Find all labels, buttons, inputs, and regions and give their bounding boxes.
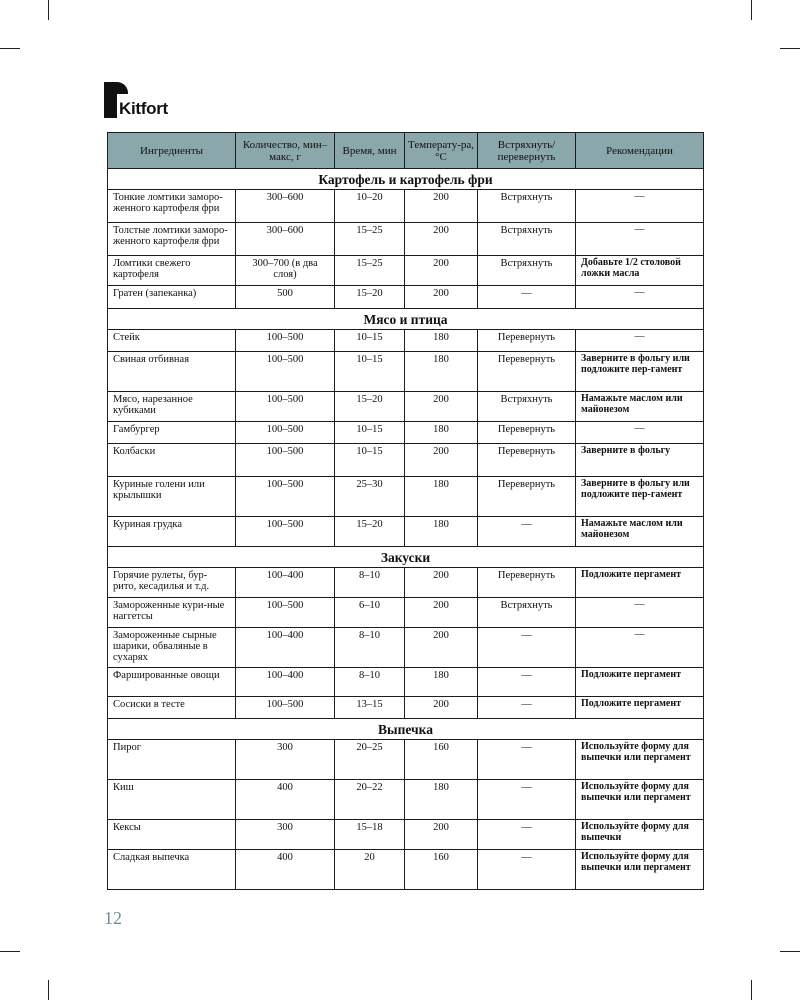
cell-recommendation: —	[576, 628, 704, 668]
cell-recommendation: Подложите пергамент	[576, 697, 704, 719]
cell-action: —	[478, 850, 576, 890]
cell-recommendation: Используйте форму для выпечки	[576, 820, 704, 850]
cell-ingredient: Колбаски	[108, 444, 236, 477]
cell-temperature: 180	[405, 352, 478, 392]
table-row	[108, 286, 704, 309]
cell-amount: 100–400	[236, 568, 335, 598]
cell-recommendation: Используйте форму для выпечки или пергамент	[576, 740, 704, 780]
cell-time: 15–25	[335, 223, 405, 256]
brand-name: Kitfort	[119, 99, 168, 118]
cell-amount: 100–500	[236, 598, 335, 628]
cell-recommendation: Заверните в фольгу или подложите пер-гамент	[576, 352, 704, 392]
cell-ingredient: Замороженные кури-ные наггетсы	[108, 598, 236, 628]
crop-mark	[48, 980, 49, 1000]
cell-recommendation: Намажьте маслом или майонезом	[576, 392, 704, 422]
cell-action: —	[478, 780, 576, 820]
table-row	[108, 256, 704, 286]
section-title: Выпечка	[108, 719, 704, 740]
section-title: Закуски	[108, 547, 704, 568]
cell-action: Встряхнуть	[478, 256, 576, 286]
cell-amount: 100–500	[236, 330, 335, 352]
cell-temperature: 200	[405, 820, 478, 850]
section-header-row	[108, 547, 704, 568]
cell-time: 25–30	[335, 477, 405, 517]
section-header-row	[108, 719, 704, 740]
cell-ingredient: Замороженные сырные шарики, обваляные в сухарях	[108, 628, 236, 668]
cell-action: Перевернуть	[478, 444, 576, 477]
cell-amount: 500	[236, 286, 335, 309]
section-title: Картофель и картофель фри	[108, 169, 704, 190]
cell-temperature: 180	[405, 517, 478, 547]
cell-action: —	[478, 820, 576, 850]
cell-ingredient: Фаршированные овощи	[108, 668, 236, 697]
cell-ingredient: Свиная отбивная	[108, 352, 236, 392]
table-header-row	[108, 133, 704, 169]
table-row	[108, 850, 704, 890]
table-row	[108, 330, 704, 352]
section-header-row	[108, 169, 704, 190]
cell-recommendation: Добавьте 1/2 столовой ложки масла	[576, 256, 704, 286]
cell-amount: 300–600	[236, 223, 335, 256]
cell-time: 15–20	[335, 517, 405, 547]
table-row	[108, 223, 704, 256]
cell-ingredient: Кексы	[108, 820, 236, 850]
cell-time: 10–15	[335, 422, 405, 444]
cell-time: 8–10	[335, 668, 405, 697]
cell-amount: 300	[236, 740, 335, 780]
cell-amount: 100–500	[236, 422, 335, 444]
table-row	[108, 190, 704, 223]
cell-recommendation: —	[576, 330, 704, 352]
cell-temperature: 200	[405, 444, 478, 477]
header-recommendations: Рекомендации	[576, 133, 704, 169]
cell-amount: 100–500	[236, 477, 335, 517]
header-time: Время, мин	[335, 133, 405, 169]
cell-recommendation: —	[576, 422, 704, 444]
cooking-table	[107, 132, 704, 890]
cell-amount: 100–400	[236, 668, 335, 697]
cell-amount: 100–500	[236, 444, 335, 477]
cell-action: Перевернуть	[478, 568, 576, 598]
cell-temperature: 200	[405, 190, 478, 223]
table-row	[108, 740, 704, 780]
cell-time: 15–25	[335, 256, 405, 286]
table-row	[108, 352, 704, 392]
cell-recommendation: Используйте форму для выпечки или пергамент	[576, 780, 704, 820]
cell-time: 10–15	[335, 444, 405, 477]
cell-ingredient: Сосиски в тесте	[108, 697, 236, 719]
cell-amount: 100–500	[236, 392, 335, 422]
cell-amount: 400	[236, 850, 335, 890]
cell-ingredient: Ломтики свежего картофеля	[108, 256, 236, 286]
cell-recommendation: —	[576, 598, 704, 628]
cell-action: Встряхнуть	[478, 392, 576, 422]
crop-mark	[780, 48, 800, 49]
table-row	[108, 392, 704, 422]
cell-time: 8–10	[335, 568, 405, 598]
cell-temperature: 180	[405, 477, 478, 517]
crop-mark	[751, 0, 752, 20]
cell-recommendation: —	[576, 190, 704, 223]
cell-temperature: 180	[405, 422, 478, 444]
cell-time: 13–15	[335, 697, 405, 719]
table-row	[108, 568, 704, 598]
table-row	[108, 422, 704, 444]
cell-temperature: 200	[405, 256, 478, 286]
header-action: Встряхнуть/ перевернуть	[478, 133, 576, 169]
cell-temperature: 200	[405, 628, 478, 668]
cell-action: Перевернуть	[478, 352, 576, 392]
cell-recommendation: Подложите пергамент	[576, 668, 704, 697]
table-row	[108, 820, 704, 850]
header-ingredients: Ингредиенты	[108, 133, 236, 169]
cell-amount: 400	[236, 780, 335, 820]
cell-ingredient: Пирог	[108, 740, 236, 780]
cell-amount: 300–600	[236, 190, 335, 223]
brand-logo	[104, 82, 168, 118]
cell-action: —	[478, 517, 576, 547]
cell-action: —	[478, 740, 576, 780]
cell-action: Встряхнуть	[478, 598, 576, 628]
cell-temperature: 180	[405, 668, 478, 697]
cell-action: —	[478, 286, 576, 309]
cell-ingredient: Киш	[108, 780, 236, 820]
cell-temperature: 200	[405, 598, 478, 628]
cell-time: 20–22	[335, 780, 405, 820]
cell-amount: 300–700 (в два слоя)	[236, 256, 335, 286]
crop-mark	[0, 48, 20, 49]
cell-time: 15–20	[335, 392, 405, 422]
cell-recommendation: Заверните в фольгу или подложите пер-гамент	[576, 477, 704, 517]
cell-recommendation: —	[576, 286, 704, 309]
cell-ingredient: Горячие рулеты, бур-рито, кесадилья и т.д.	[108, 568, 236, 598]
cell-action: —	[478, 668, 576, 697]
table-row	[108, 628, 704, 668]
page-number: 12	[104, 908, 122, 928]
cell-amount: 100–500	[236, 517, 335, 547]
header-temperature: Температу-ра, °C	[405, 133, 478, 169]
cell-time: 20	[335, 850, 405, 890]
section-title: Мясо и птица	[108, 309, 704, 330]
cell-temperature: 200	[405, 392, 478, 422]
cell-temperature: 200	[405, 286, 478, 309]
cell-ingredient: Гамбургер	[108, 422, 236, 444]
section-header-row	[108, 309, 704, 330]
crop-mark	[0, 951, 20, 952]
cell-action: Встряхнуть	[478, 223, 576, 256]
cell-recommendation: —	[576, 223, 704, 256]
table-row	[108, 780, 704, 820]
table-row	[108, 668, 704, 697]
cell-action: —	[478, 697, 576, 719]
crop-mark	[48, 0, 49, 20]
cell-action: Встряхнуть	[478, 190, 576, 223]
cell-amount: 100–500	[236, 352, 335, 392]
cell-time: 15–20	[335, 286, 405, 309]
cell-recommendation: Используйте форму для выпечки или пергамент	[576, 850, 704, 890]
cell-ingredient: Куриные голени или крылышки	[108, 477, 236, 517]
cell-temperature: 200	[405, 697, 478, 719]
cell-ingredient: Тонкие ломтики заморо-женного картофеля фри	[108, 190, 236, 223]
cell-recommendation: Намажьте маслом или майонезом	[576, 517, 704, 547]
cell-ingredient: Мясо, нарезанное кубиками	[108, 392, 236, 422]
table-row	[108, 444, 704, 477]
cell-recommendation: Подложите пергамент	[576, 568, 704, 598]
cell-amount: 300	[236, 820, 335, 850]
cell-time: 6–10	[335, 598, 405, 628]
cell-time: 15–18	[335, 820, 405, 850]
cell-recommendation: Заверните в фольгу	[576, 444, 704, 477]
cell-action: Перевернуть	[478, 330, 576, 352]
table-row	[108, 598, 704, 628]
cell-amount: 100–400	[236, 628, 335, 668]
cell-time: 10–15	[335, 330, 405, 352]
cell-temperature: 200	[405, 223, 478, 256]
cell-ingredient: Куриная грудка	[108, 517, 236, 547]
crop-mark	[780, 951, 800, 952]
cell-action: Перевернуть	[478, 422, 576, 444]
cell-action: —	[478, 628, 576, 668]
cell-temperature: 180	[405, 780, 478, 820]
table-row	[108, 517, 704, 547]
cell-temperature: 160	[405, 740, 478, 780]
cell-time: 10–15	[335, 352, 405, 392]
table-row	[108, 697, 704, 719]
cell-ingredient: Гратен (запеканка)	[108, 286, 236, 309]
cell-time: 10–20	[335, 190, 405, 223]
cell-action: Перевернуть	[478, 477, 576, 517]
cell-amount: 100–500	[236, 697, 335, 719]
header-amount: Количество, мин–макс, г	[236, 133, 335, 169]
cell-ingredient: Сладкая выпечка	[108, 850, 236, 890]
cell-ingredient: Толстые ломтики заморо-женного картофеля фри	[108, 223, 236, 256]
cell-ingredient: Стейк	[108, 330, 236, 352]
crop-mark	[751, 980, 752, 1000]
cell-temperature: 180	[405, 330, 478, 352]
cell-time: 8–10	[335, 628, 405, 668]
cell-temperature: 160	[405, 850, 478, 890]
cell-time: 20–25	[335, 740, 405, 780]
cell-temperature: 200	[405, 568, 478, 598]
table-row	[108, 477, 704, 517]
